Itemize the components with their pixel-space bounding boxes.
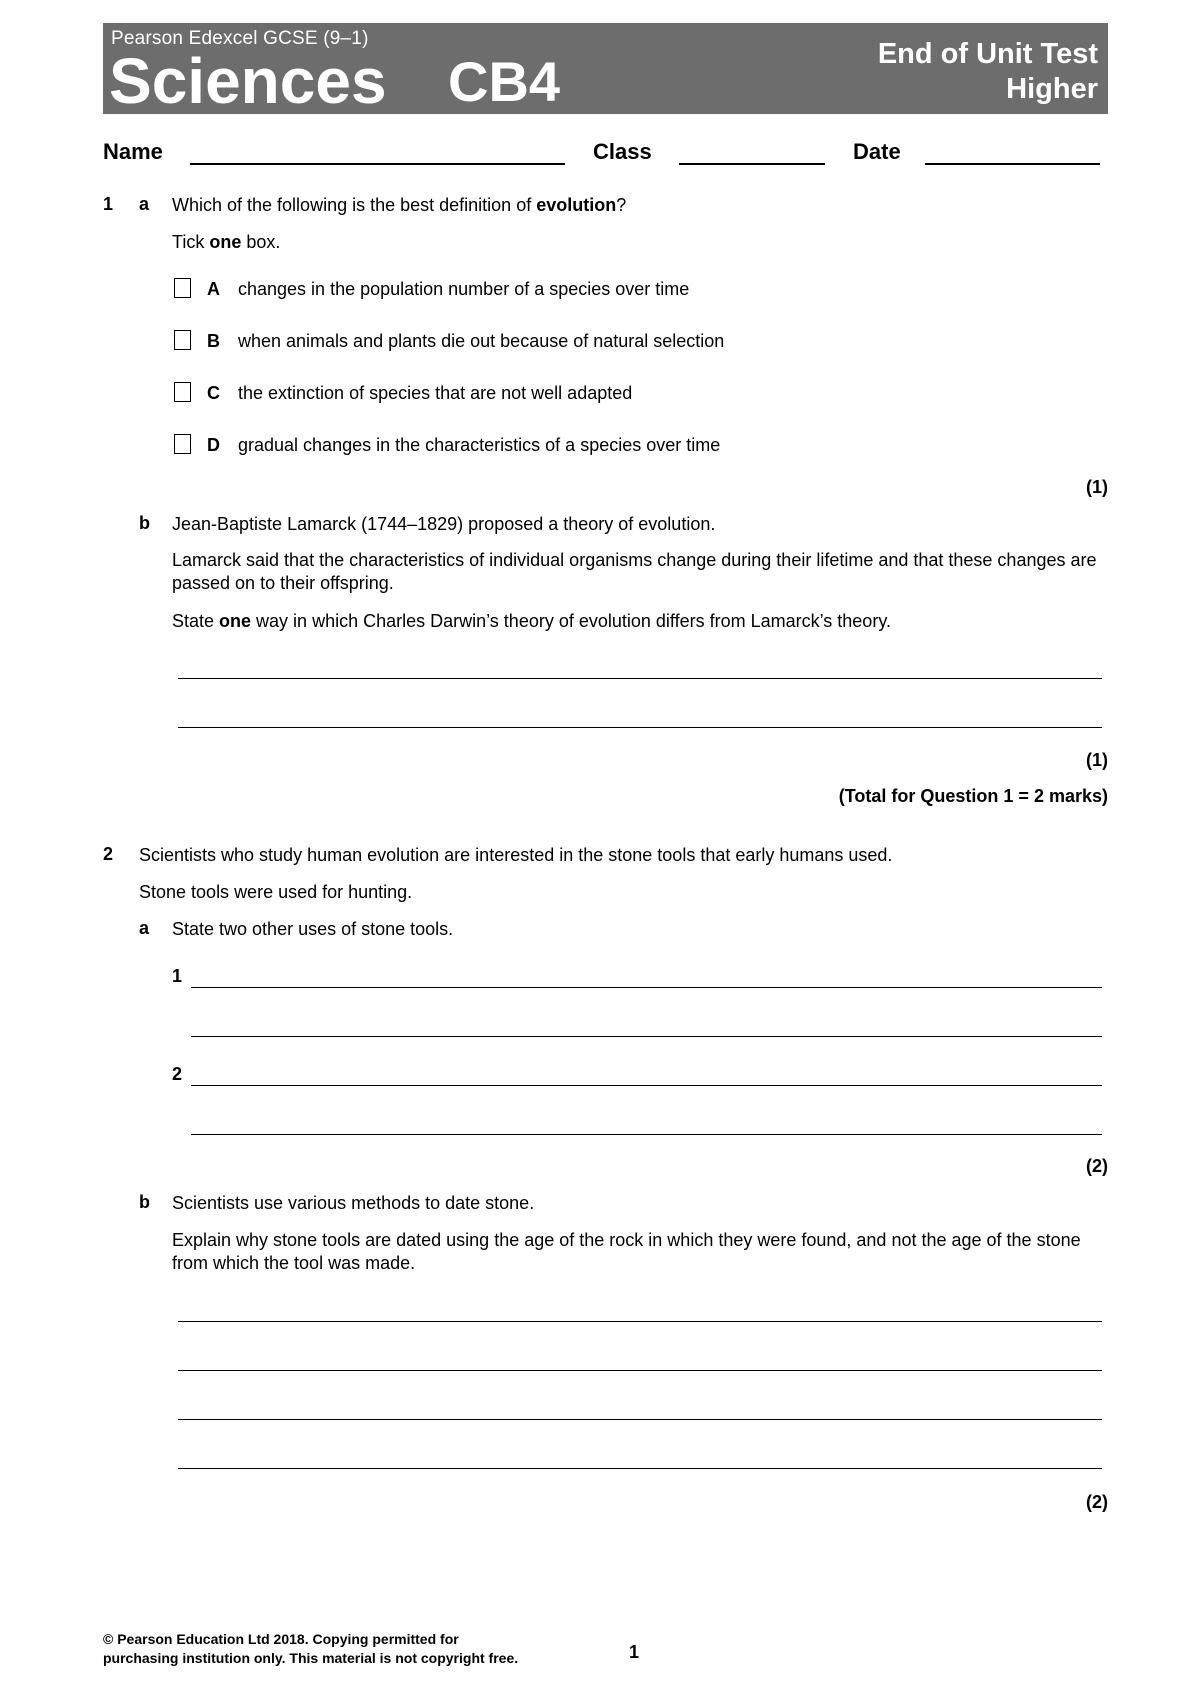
question-2b-letter: b [139,1192,150,1212]
header-banner [103,23,1108,117]
answer-line[interactable] [178,678,1102,679]
name-field[interactable] [190,163,565,165]
question-2a-marks: (2) [1086,1156,1108,1176]
question-2b-marks: (2) [1086,1492,1108,1512]
question-1a-text-end: ? [616,195,627,215]
name-label: Name [103,139,163,164]
instruction-end: box. [241,232,281,252]
option-a-letter: A [207,279,220,299]
question-1-number: 1 [103,194,114,214]
copyright-line-1: © Pearson Education Ltd 2018. Copying permitted for [103,1631,459,1647]
option-d-text: gradual changes in the characteristics of a species over time [238,435,721,455]
answer-line[interactable] [191,1134,1102,1135]
copyright-notice [103,1630,518,1668]
question-2a-letter: a [139,918,150,938]
answer-line[interactable] [178,1321,1102,1322]
answer-line[interactable] [178,1370,1102,1371]
question-2a-text: State two other uses of stone tools. [172,919,454,939]
question-1a-marks: (1) [1086,477,1108,497]
option-b-checkbox[interactable] [174,330,191,350]
question-1a-text [172,194,626,217]
question-1a-letter: a [139,194,150,214]
question-1b-question [172,610,1112,633]
series-label: Pearson Edexcel GCSE (9–1) [111,28,369,49]
question-1a-keyword: evolution [536,195,617,215]
option-c-letter: C [207,383,220,403]
question-1b-text-end: way in which Charles Darwin’s theory of evolution differs from Lamarck’s theory. [251,611,891,631]
class-label: Class [593,139,652,164]
question-1b-intro: Jean-Baptiste Lamarck (1744–1829) proposed a theory of evolution. [172,514,716,534]
answer-item-1-number: 1 [172,966,183,986]
option-b-text: when animals and plants die out because of natural selection [238,331,725,351]
question-1b-keyword: one [219,611,252,631]
instruction-keyword: one [209,232,242,252]
answer-line[interactable] [191,1085,1102,1086]
copyright-line-2: purchasing institution only. This material is not copyright free. [103,1649,519,1666]
test-title-block [878,37,1098,107]
question-1b-context: Lamarck said that the characteristics of individual organisms change during their lifetime and that these changes are passed on to their offspring. [172,550,1097,593]
option-a-checkbox[interactable] [174,278,191,298]
unit-code: CB4 [448,50,561,113]
answer-line[interactable] [191,1036,1102,1037]
subject-title: Sciences [109,45,387,117]
test-title: End of Unit Test [877,38,1098,70]
question-1b-letter: b [139,513,150,533]
question-2b-intro: Scientists use various methods to date stone. [172,1193,535,1213]
question-1a-instruction [172,231,280,254]
instruction-start: Tick [172,232,210,252]
question-2-context: Stone tools were used for hunting. [139,882,413,902]
tier-label: Higher [1006,72,1098,105]
question-1b-marks: (1) [1086,750,1108,770]
option-c-checkbox[interactable] [174,382,191,402]
question-1-total: (Total for Question 1 = 2 marks) [838,786,1108,806]
question-1a-text-start: Which of the following is the best definition of [172,195,537,215]
question-2b-question: Explain why stone tools are dated using the age of the rock in which they were found, and not the age of the stone from which the tool was made. [172,1230,1081,1273]
option-b-letter: B [207,331,220,351]
answer-line[interactable] [178,1468,1102,1469]
question-2-number: 2 [103,844,114,864]
date-label: Date [853,139,901,164]
option-d-checkbox[interactable] [174,434,191,454]
date-field[interactable] [925,163,1100,165]
page-number: 1 [629,1642,640,1662]
option-d-letter: D [207,435,220,455]
answer-line[interactable] [178,727,1102,728]
class-field[interactable] [679,163,825,165]
answer-item-2-number: 2 [172,1064,183,1084]
question-2-intro: Scientists who study human evolution are interested in the stone tools that early humans used. [139,845,893,865]
answer-line[interactable] [191,987,1102,988]
option-a-text: changes in the population number of a species over time [238,279,690,299]
option-c-text: the extinction of species that are not well adapted [238,383,633,403]
answer-line[interactable] [178,1419,1102,1420]
question-1b-text-start: State [172,611,220,631]
